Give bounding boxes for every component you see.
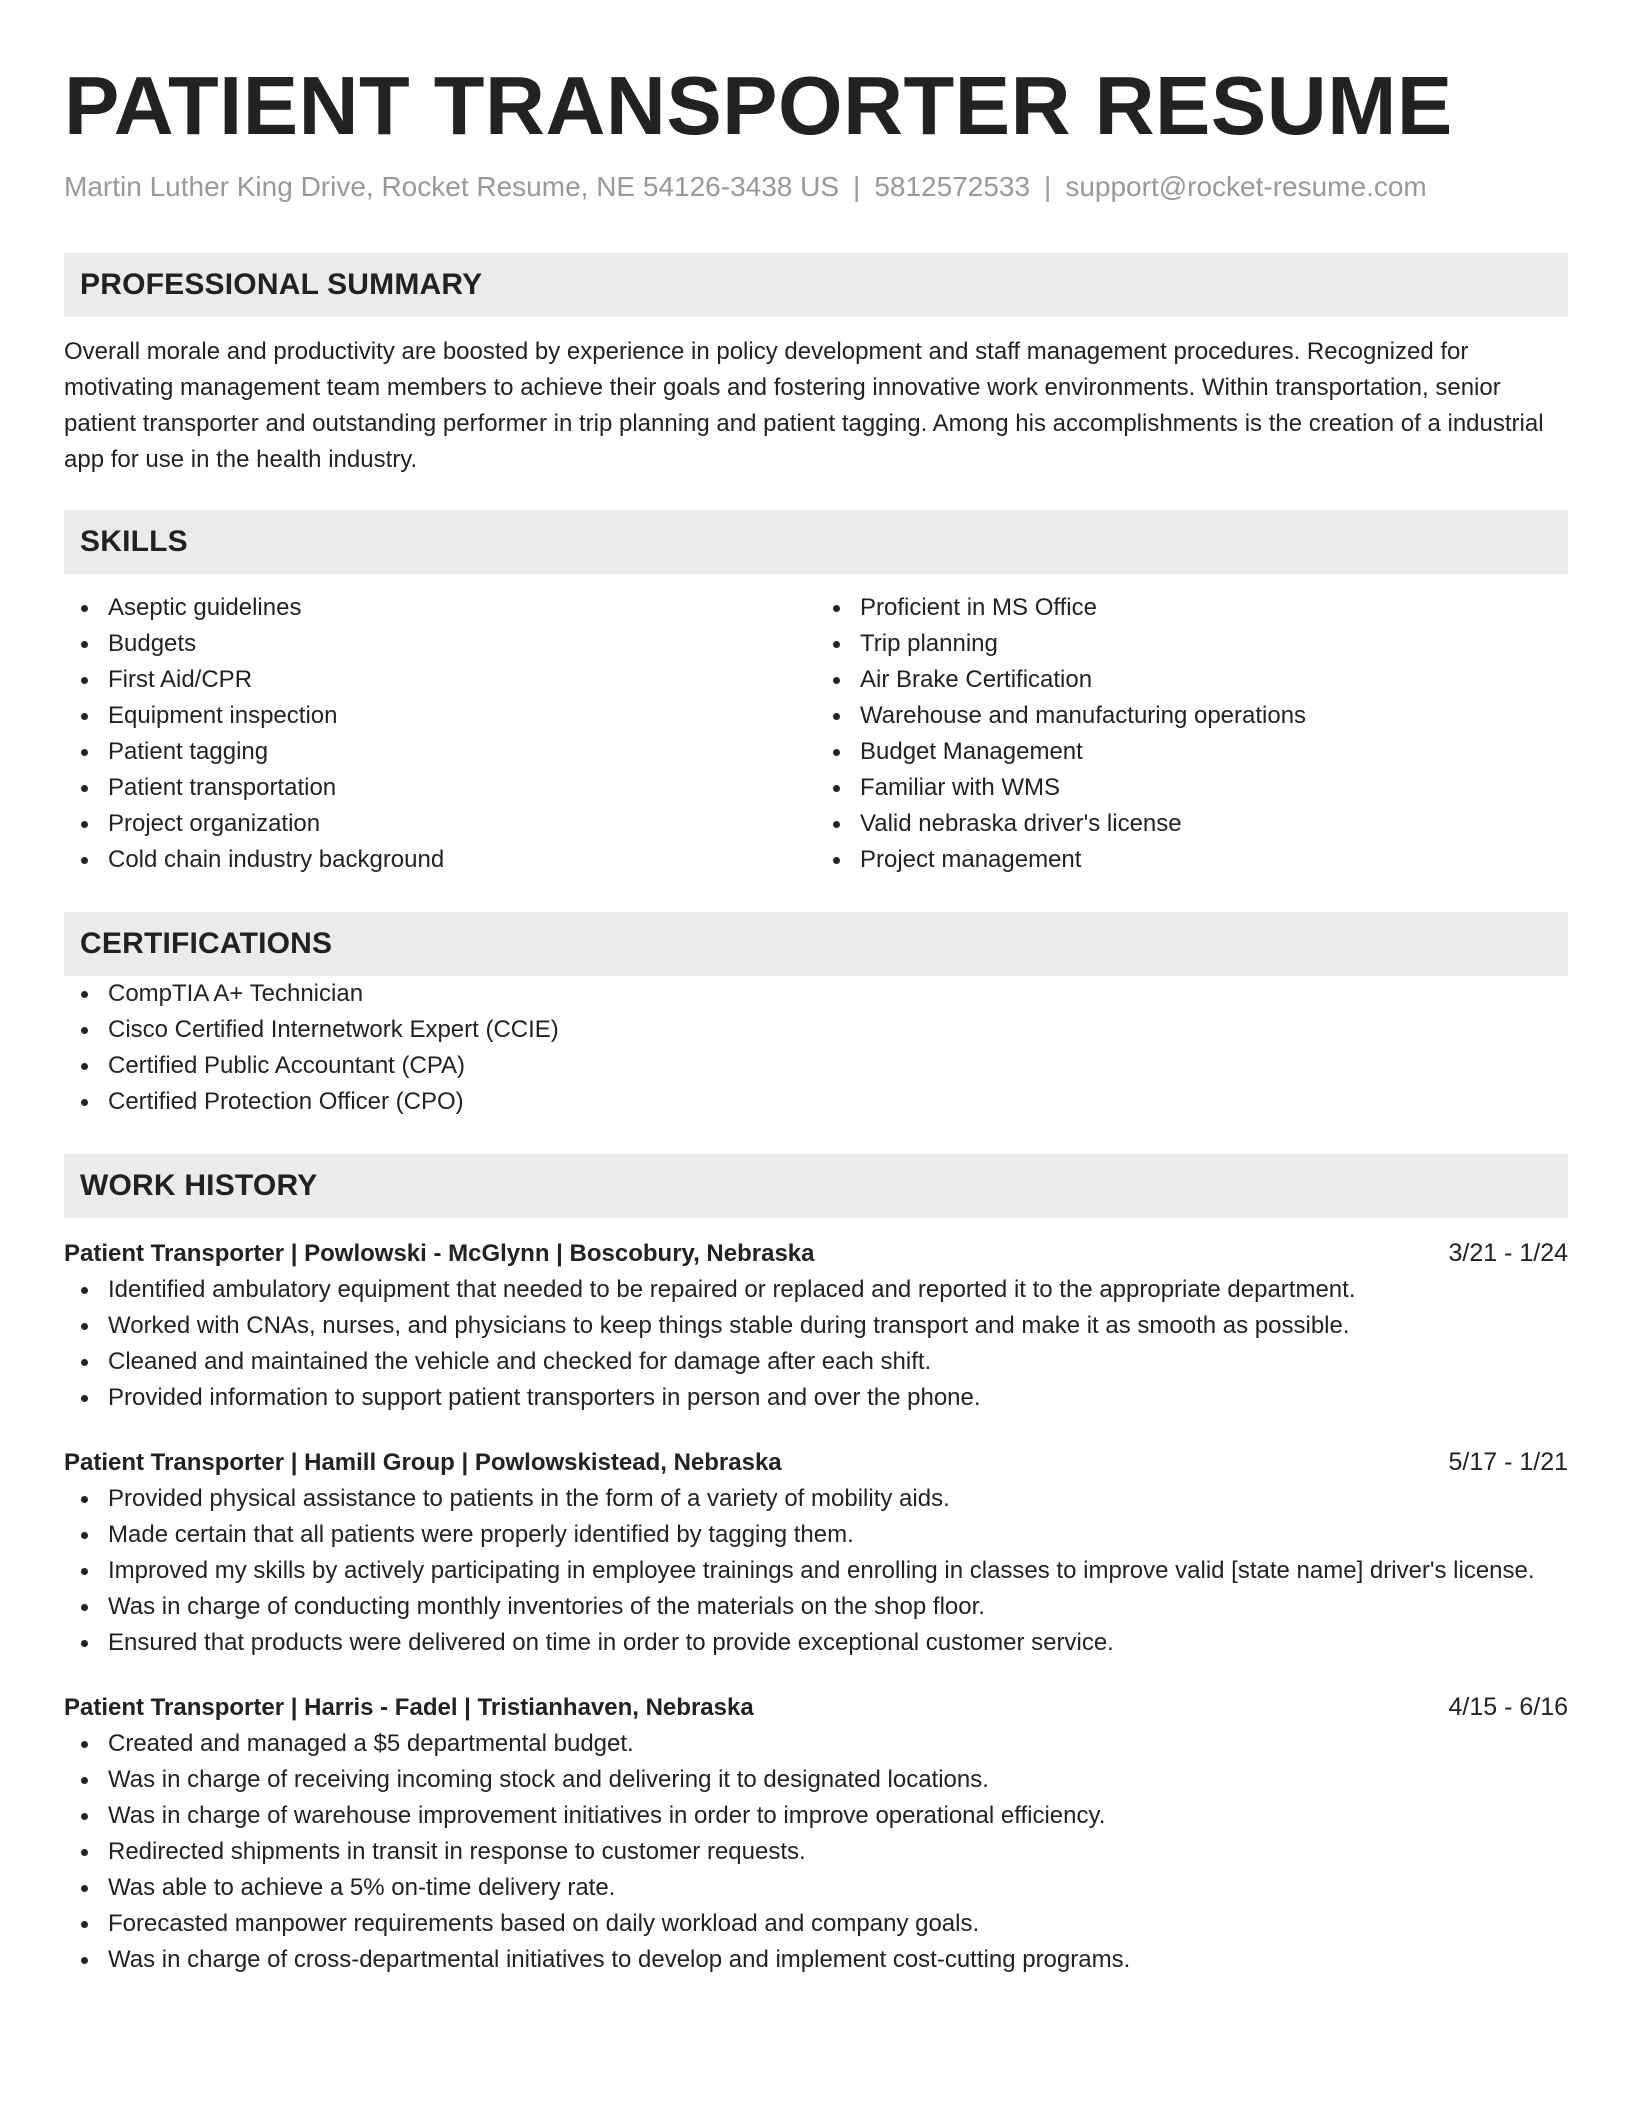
list-item: [64, 1906, 1568, 1942]
list-item-text: Ensured that products were delivered on time in order to provide exceptional customer service.: [108, 1629, 1114, 1656]
bullet-icon: [81, 677, 88, 684]
bullet-icon: [833, 821, 840, 828]
skills-column-right: [816, 590, 1568, 878]
job-bullets: [64, 1481, 1568, 1661]
job-title: Patient Transporter | Hamill Group | Powlowskistead, Nebraska: [64, 1449, 782, 1476]
skills-list-left: [64, 590, 816, 878]
section-header-summary: [64, 253, 1568, 317]
bullet-icon: [81, 749, 88, 756]
list-item-text: Was in charge of receiving incoming stock and delivering it to designated locations.: [108, 1766, 989, 1793]
list-item-text: Cold chain industry background: [108, 846, 445, 873]
section-header-work-history: [64, 1154, 1568, 1218]
bullet-icon: [81, 605, 88, 612]
list-item: [816, 626, 1568, 662]
list-item: [64, 976, 1568, 1012]
list-item-text: Identified ambulatory equipment that needed to be repaired or replaced and reported it to the appropriate department.: [108, 1276, 1356, 1303]
list-item: [64, 1012, 1568, 1048]
list-item-text: First Aid/CPR: [108, 666, 253, 693]
list-item: [64, 1762, 1568, 1798]
bullet-icon: [81, 1496, 88, 1503]
bullet-icon: [81, 713, 88, 720]
job-header: [64, 1235, 1568, 1272]
list-item-text: Redirected shipments in transit in response to customer requests.: [108, 1838, 806, 1865]
section-heading: WORK HISTORY: [80, 1169, 318, 1202]
list-item-text: Project management: [860, 846, 1082, 873]
section-heading: CERTIFICATIONS: [80, 927, 333, 960]
list-item-text: Was in charge of conducting monthly inventories of the materials on the shop floor.: [108, 1593, 985, 1620]
list-item: [64, 698, 816, 734]
bullet-icon: [833, 713, 840, 720]
job-bullets: [64, 1726, 1568, 1978]
list-item-text: Was able to achieve a 5% on-time delivery rate.: [108, 1874, 616, 1901]
bullet-icon: [81, 1099, 88, 1106]
list-item: [64, 770, 816, 806]
job-dates: 3/21 - 1/24: [1448, 1239, 1568, 1267]
contact-line: [64, 171, 1568, 203]
list-item-text: Was in charge of cross-departmental initiatives to develop and implement cost-cutting programs.: [108, 1946, 1131, 1973]
bullet-icon: [833, 857, 840, 864]
bullet-icon: [81, 1921, 88, 1928]
bullet-icon: [81, 821, 88, 828]
job-title: Patient Transporter | Powlowski - McGlynn | Boscobury, Nebraska: [64, 1240, 815, 1267]
list-item: [64, 1726, 1568, 1762]
list-item-text: Warehouse and manufacturing operations: [860, 702, 1307, 729]
list-item: [64, 590, 816, 626]
list-item-text: Budgets: [108, 630, 197, 657]
list-item: [64, 1380, 1568, 1416]
bullet-icon: [81, 641, 88, 648]
job-bullets: [64, 1272, 1568, 1416]
bullet-icon: [833, 749, 840, 756]
list-item: [816, 734, 1568, 770]
job-entry: [64, 1235, 1568, 1416]
bullet-icon: [81, 1849, 88, 1856]
job-header: [64, 1689, 1568, 1726]
section-header-skills: [64, 510, 1568, 574]
list-item: [64, 1589, 1568, 1625]
summary-text: Overall morale and productivity are boosted by experience in policy development and staff management procedures. Recognized for motivating management team members to achieve their goals and fostering innovative work environments. Within transportation, senior patient transporter and outstanding performer in trip planning and patient tagging. Among his accomplishments is the creation of a industrial app for use in the health industry.: [64, 338, 1544, 473]
list-item: [816, 770, 1568, 806]
list-item-text: Worked with CNAs, nurses, and physicians to keep things stable during transport and make it as smooth as possible.: [108, 1312, 1350, 1339]
bullet-icon: [81, 1532, 88, 1539]
list-item: [64, 842, 816, 878]
bullet-icon: [81, 785, 88, 792]
list-item-text: Proficient in MS Office: [860, 594, 1097, 621]
list-item-text: Certified Protection Officer (CPO): [108, 1088, 464, 1115]
bullet-icon: [81, 1741, 88, 1748]
list-item-text: Familiar with WMS: [860, 774, 1061, 801]
list-item: [64, 662, 816, 698]
list-item: [64, 1084, 1568, 1120]
contact-separator: |: [853, 171, 861, 202]
list-item: [816, 842, 1568, 878]
job-entry: [64, 1689, 1568, 1978]
list-item: [816, 590, 1568, 626]
list-item: [64, 626, 816, 662]
bullet-icon: [81, 1395, 88, 1402]
list-item-text: Cisco Certified Internetwork Expert (CCIE): [108, 1016, 559, 1043]
section-heading: SKILLS: [80, 525, 188, 558]
list-item-text: Created and managed a $5 departmental budget.: [108, 1730, 634, 1757]
list-item-text: Cleaned and maintained the vehicle and checked for damage after each shift.: [108, 1348, 932, 1375]
list-item: [64, 734, 816, 770]
list-item: [64, 1942, 1568, 1978]
list-item-text: Forecasted manpower requirements based on daily workload and company goals.: [108, 1910, 980, 1937]
list-item: [64, 1272, 1568, 1308]
bullet-icon: [81, 1777, 88, 1784]
bullet-icon: [81, 1957, 88, 1964]
bullet-icon: [81, 1640, 88, 1647]
list-item: [64, 1308, 1568, 1344]
list-item: [64, 1344, 1568, 1380]
list-item: [64, 1798, 1568, 1834]
contact-address: Martin Luther King Drive, Rocket Resume, NE 54126-3438 US: [64, 171, 840, 202]
job-dates: 4/15 - 6/16: [1448, 1693, 1568, 1721]
list-item-text: Patient transportation: [108, 774, 337, 801]
list-item: [64, 806, 816, 842]
list-item-text: Made certain that all patients were properly identified by tagging them.: [108, 1521, 854, 1548]
list-item-text: Air Brake Certification: [860, 666, 1093, 693]
skills-grid: [64, 590, 1568, 878]
list-item: [64, 1553, 1568, 1589]
list-item: [64, 1834, 1568, 1870]
bullet-icon: [81, 1359, 88, 1366]
bullet-icon: [81, 1323, 88, 1330]
skills-column-left: [64, 590, 816, 878]
skills-list-right: [816, 590, 1568, 878]
list-item: [64, 1048, 1568, 1084]
bullet-icon: [833, 605, 840, 612]
page-title: PATIENT TRANSPORTER RESUME: [64, 59, 1453, 152]
list-item-text: CompTIA A+ Technician: [108, 980, 364, 1007]
job-title: Patient Transporter | Harris - Fadel | Tristianhaven, Nebraska: [64, 1694, 754, 1721]
list-item-text: Provided physical assistance to patients in the form of a variety of mobility aids.: [108, 1485, 950, 1512]
bullet-icon: [81, 1885, 88, 1892]
bullet-icon: [81, 1287, 88, 1294]
bullet-icon: [81, 857, 88, 864]
list-item-text: Was in charge of warehouse improvement initiatives in order to improve operational efficiency.: [108, 1802, 1106, 1829]
contact-email: support@rocket-resume.com: [1065, 171, 1427, 202]
job-dates: 5/17 - 1/21: [1448, 1448, 1568, 1476]
job-entry: [64, 1444, 1568, 1661]
list-item: [816, 806, 1568, 842]
bullet-icon: [833, 677, 840, 684]
list-item-text: Equipment inspection: [108, 702, 338, 729]
bullet-icon: [81, 1027, 88, 1034]
list-item-text: Aseptic guidelines: [108, 594, 302, 621]
certifications-list: [64, 976, 1568, 1120]
list-item-text: Trip planning: [860, 630, 998, 657]
section-header-certifications: [64, 912, 1568, 976]
list-item-text: Patient tagging: [108, 738, 269, 765]
job-header: [64, 1444, 1568, 1481]
bullet-icon: [81, 1813, 88, 1820]
work-history-list: [64, 1235, 1568, 1978]
list-item-text: Project organization: [108, 810, 321, 837]
list-item: [64, 1870, 1568, 1906]
list-item-text: Improved my skills by actively participating in employee trainings and enrolling in classes to improve valid [state name] driver's license.: [108, 1557, 1535, 1584]
list-item-text: Certified Public Accountant (CPA): [108, 1052, 466, 1079]
list-item-text: Provided information to support patient transporters in person and over the phone.: [108, 1384, 981, 1411]
list-item: [816, 662, 1568, 698]
bullet-icon: [81, 1604, 88, 1611]
list-item-text: Budget Management: [860, 738, 1083, 765]
list-item-text: Valid nebraska driver's license: [860, 810, 1182, 837]
contact-phone: 5812572533: [874, 171, 1031, 202]
list-item: [64, 1481, 1568, 1517]
bullet-icon: [833, 785, 840, 792]
list-item: [64, 1517, 1568, 1553]
contact-separator: |: [1044, 171, 1052, 202]
bullet-icon: [833, 641, 840, 648]
bullet-icon: [81, 1063, 88, 1070]
section-heading: PROFESSIONAL SUMMARY: [80, 268, 483, 301]
list-item: [816, 698, 1568, 734]
bullet-icon: [81, 991, 88, 998]
list-item: [64, 1625, 1568, 1661]
bullet-icon: [81, 1568, 88, 1575]
